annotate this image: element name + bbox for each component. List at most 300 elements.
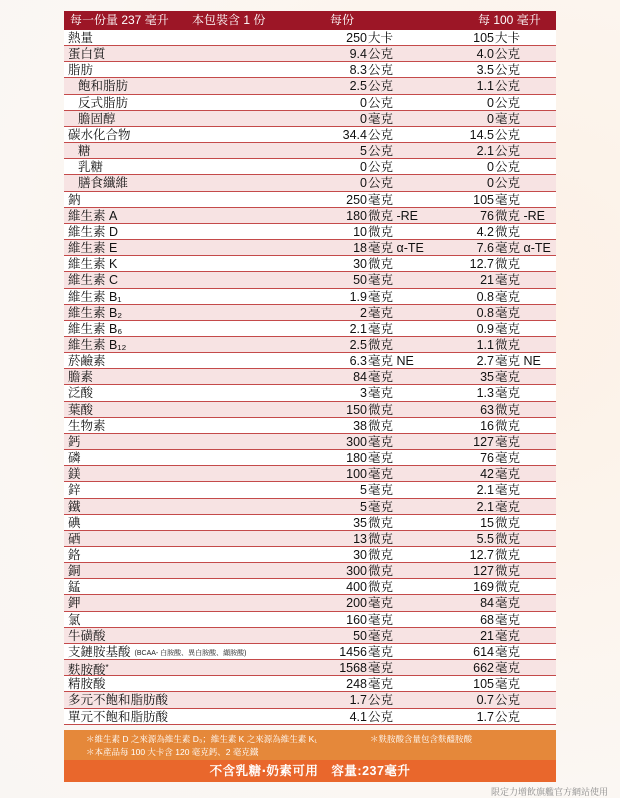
- per-100ml-value: 662: [473, 661, 494, 676]
- nutrient-name-text: 維生素 D: [68, 224, 119, 239]
- table-header: [64, 11, 556, 30]
- per-100ml-unit: 微克: [495, 257, 521, 272]
- per-serving-value: 248: [346, 677, 367, 692]
- nutrient-row: [64, 385, 556, 401]
- nutrient-name-text: 膳食纖維: [78, 176, 129, 191]
- official-site-disclaimer: 限定力增飲旗艦官方網站使用: [490, 787, 608, 797]
- per-serving-value: 84: [353, 370, 367, 385]
- nutrient-name: [68, 628, 106, 644]
- nutrient-name-text: 泛酸: [68, 386, 94, 401]
- nutrient-name-text: 菸鹼素: [68, 354, 106, 369]
- nutrient-name-text: 磷: [68, 451, 81, 466]
- per-100ml-unit: 微克: [495, 564, 521, 579]
- per-100ml-value: 63: [480, 402, 494, 417]
- per-serving-unit: 公克: [368, 127, 394, 142]
- nutrient-name-text: 牛磺酸: [68, 628, 106, 643]
- nutrient-name-text: 蛋白質: [68, 47, 106, 62]
- nutrient-name-text: 維生素 B₁₂: [68, 337, 127, 352]
- per-100ml-value: 1.3: [476, 386, 494, 401]
- per-serving-unit: 毫克: [368, 596, 394, 611]
- per-serving-value: 180: [346, 208, 367, 223]
- per-100ml-unit: 微克: [495, 531, 521, 546]
- nutrient-name-text: 碘: [68, 515, 81, 530]
- nutrient-name: [78, 78, 128, 94]
- nutrient-name-text: 鐵: [68, 499, 81, 514]
- per-100ml-unit: 毫克 NE: [495, 354, 541, 369]
- nutrition-table: [64, 11, 556, 725]
- per-100ml-unit: 公克: [495, 709, 521, 724]
- per-100ml-unit: 毫克: [495, 321, 521, 336]
- per-100ml-unit: 毫克: [495, 192, 521, 207]
- nutrient-name: [68, 402, 93, 418]
- per-100ml-unit: 微克: [495, 515, 521, 530]
- nutrient-row: [64, 660, 556, 676]
- nutrient-row: [64, 30, 556, 46]
- per-serving-value: 18: [353, 241, 367, 256]
- per-serving-value: 50: [353, 273, 367, 288]
- nutrient-name: [68, 450, 81, 466]
- per-serving-value: 0: [360, 160, 367, 175]
- per-100ml-value: 14.5: [469, 127, 494, 142]
- nutrient-row: [64, 353, 556, 369]
- per-serving-unit: 公克: [368, 693, 394, 708]
- nutrient-row: [64, 531, 556, 547]
- per-serving-unit: 毫克: [368, 289, 394, 304]
- per-serving-unit: 微克: [368, 257, 394, 272]
- per-100ml-value: 4.2: [476, 224, 494, 239]
- per-serving-unit: 公克: [368, 709, 394, 724]
- nutrient-row: [64, 78, 556, 94]
- nutrient-row: [64, 676, 556, 692]
- per-100ml-unit: 公克: [495, 144, 521, 159]
- per-serving-value: 180: [346, 451, 367, 466]
- per-serving-unit: 微克: [368, 564, 394, 579]
- nutrient-name-text: 糖: [78, 144, 91, 159]
- per-100ml-unit: 毫克: [495, 661, 521, 676]
- nutrient-name-text: 多元不飽和脂肪酸: [68, 693, 169, 708]
- per-100ml-value: 3.5: [476, 63, 494, 78]
- nutrient-row: [64, 450, 556, 466]
- nutrient-row: [64, 563, 556, 579]
- per-serving-unit: 毫克: [368, 661, 394, 676]
- per-100ml-unit: 毫克: [495, 273, 521, 288]
- nutrient-name: [68, 289, 122, 305]
- nutrient-row: [64, 692, 556, 708]
- nutrient-name: [68, 30, 93, 46]
- per-serving-value: 300: [346, 434, 367, 449]
- per-100ml-value: 0: [487, 95, 494, 110]
- per-100ml-value: 35: [480, 370, 494, 385]
- per-serving-unit: 微克: [368, 531, 394, 546]
- per-serving-unit: 毫克: [368, 644, 394, 659]
- nutrient-name: [68, 499, 81, 515]
- per-serving-unit: 毫克: [368, 370, 394, 385]
- nutrient-name: [78, 175, 128, 191]
- per-serving-value: 2.1: [349, 321, 367, 336]
- nutrient-name: [68, 62, 93, 78]
- per-100ml-value: 68: [480, 612, 494, 627]
- nutrient-row: [64, 644, 556, 660]
- per-serving-value: 2: [360, 305, 367, 320]
- nutrient-row: [64, 159, 556, 175]
- per-serving-unit: 微克: [368, 548, 394, 562]
- per-100ml-unit: 公克: [495, 160, 521, 175]
- nutrient-row: [64, 369, 556, 385]
- per-100ml-unit: 微克: [495, 402, 521, 417]
- nutrient-name: [68, 595, 81, 611]
- nutrient-row: [64, 111, 556, 127]
- per-serving-value: 200: [346, 596, 367, 611]
- per-serving-value: 2.5: [349, 79, 367, 94]
- nutrient-row: [64, 143, 556, 159]
- per-serving-value: 3: [360, 386, 367, 401]
- nutrient-row: [64, 321, 556, 337]
- nutrient-row: [64, 402, 556, 418]
- per-serving-value: 1.7: [349, 693, 367, 708]
- per-serving-unit: 毫克: [368, 305, 394, 320]
- per-serving-value: 8.3: [349, 63, 367, 78]
- per-serving-unit: 微克: [368, 402, 394, 417]
- per-100ml-value: 614: [473, 644, 494, 659]
- per-serving-value: 50: [353, 628, 367, 643]
- footnotes-band: [64, 730, 556, 760]
- per-100ml-value: 2.1: [476, 483, 494, 498]
- lactose-free-volume-banner: 不含乳糖‧奶素可用 容量:237毫升: [64, 760, 556, 782]
- per-100ml-value: 0.9: [476, 321, 494, 336]
- per-serving-value: 5: [360, 483, 367, 498]
- per-serving-unit: 微克: [368, 580, 394, 595]
- nutrient-name-text: 維生素 B₆: [68, 321, 123, 336]
- nutrient-name: [68, 127, 131, 143]
- nutrient-row: [64, 256, 556, 272]
- nutrient-rows: [64, 30, 556, 725]
- nutrient-name-text: 銅: [68, 564, 81, 579]
- nutrient-name-text: 精胺酸: [68, 677, 106, 692]
- per-100ml-unit: 毫克: [495, 451, 521, 466]
- nutrient-row: [64, 62, 556, 78]
- per-serving-unit: 微克: [368, 515, 394, 530]
- nutrient-name: [68, 612, 81, 628]
- per-serving-unit: 毫克: [368, 434, 394, 449]
- nutrient-row: [64, 466, 556, 482]
- nutrient-row: [64, 46, 556, 62]
- per-serving-value: 250: [346, 192, 367, 207]
- per-serving-value: 5: [360, 144, 367, 159]
- per-serving-value: 250: [346, 31, 367, 45]
- nutrient-row: [64, 709, 556, 725]
- nutrient-name-text: 單元不飽和脂肪酸: [68, 709, 169, 724]
- nutrient-row: [64, 579, 556, 595]
- nutrient-row: [64, 272, 556, 288]
- per-serving-value: 10: [353, 224, 367, 239]
- per-serving-unit: 毫克: [368, 628, 394, 643]
- per-100ml-value: 84: [480, 596, 494, 611]
- per-serving-column-header: 每份: [330, 13, 355, 27]
- per-100ml-value: 127: [473, 564, 494, 579]
- per-serving-unit: 毫克: [368, 612, 394, 627]
- per-100ml-value: 105: [473, 31, 494, 45]
- nutrient-row: [64, 628, 556, 644]
- nutrient-row: [64, 95, 556, 111]
- nutrient-name: [68, 224, 118, 240]
- per-100ml-unit: 毫克: [495, 628, 521, 643]
- per-100ml-unit: 毫克: [495, 499, 521, 514]
- per-100ml-unit: 公克: [495, 176, 521, 191]
- per-serving-value: 30: [353, 548, 367, 562]
- nutrient-name: [78, 111, 116, 127]
- per-100ml-unit: 毫克: [495, 483, 521, 498]
- nutrient-name: [68, 272, 118, 288]
- per-100ml-value: 127: [473, 434, 494, 449]
- per-serving-unit: 微克 -RE: [368, 208, 419, 223]
- nutrient-name-text: 鉀: [68, 596, 81, 611]
- per-100ml-value: 21: [480, 628, 494, 643]
- per-serving-unit: 毫克: [368, 386, 394, 401]
- per-serving-value: 34.4: [342, 127, 367, 142]
- servings-per-package-label: 本包裝含 1 份: [192, 13, 266, 27]
- per-100ml-value: 12.7: [469, 548, 494, 562]
- per-serving-unit: 公克: [368, 47, 394, 62]
- per-serving-value: 4.1: [349, 709, 367, 724]
- nutrient-row: [64, 289, 556, 305]
- nutrient-row: [64, 175, 556, 191]
- per-100ml-value: 0: [487, 160, 494, 175]
- per-100ml-unit: 微克: [495, 224, 521, 239]
- nutrient-name-text: 膽固醇: [78, 111, 116, 126]
- per-serving-value: 1.9: [349, 289, 367, 304]
- nutrient-name: [68, 208, 117, 224]
- nutrient-name: [68, 192, 81, 208]
- per-100ml-unit: 毫克: [495, 644, 521, 659]
- per-serving-value: 160: [346, 612, 367, 627]
- per-serving-value: 0: [360, 111, 367, 126]
- nutrient-name-text: 鋅: [68, 483, 81, 498]
- per-serving-unit: 公克: [368, 95, 394, 110]
- per-serving-unit: 毫克: [368, 483, 394, 498]
- nutrient-name-text: 碳水化合物: [68, 127, 131, 142]
- nutrient-name: [68, 709, 168, 725]
- nutrient-name: [68, 563, 81, 579]
- nutrient-row: [64, 482, 556, 498]
- nutrient-name-text: 硒: [68, 531, 81, 546]
- per-100ml-value: 15: [480, 515, 494, 530]
- nutrient-name: [68, 692, 168, 708]
- nutrient-row: [64, 499, 556, 515]
- per-100ml-value: 0.8: [476, 305, 494, 320]
- nutrient-name: [68, 369, 93, 385]
- per-serving-value: 35: [353, 515, 367, 530]
- per-serving-unit: 毫克: [368, 321, 394, 336]
- per-serving-unit: 毫克: [368, 499, 394, 514]
- per-100ml-value: 12.7: [469, 257, 494, 272]
- per-serving-value: 100: [346, 467, 367, 482]
- per-100ml-value: 4.0: [476, 47, 494, 62]
- per-serving-unit: 公克: [368, 160, 394, 175]
- nutrient-name: [68, 531, 81, 547]
- per-serving-value: 13: [353, 531, 367, 546]
- nutrient-row: [64, 547, 556, 563]
- nutrient-name: [68, 676, 106, 692]
- per-serving-unit: 公克: [368, 144, 394, 159]
- per-100ml-value: 21: [480, 273, 494, 288]
- nutrient-name: [78, 95, 128, 111]
- per-100ml-unit: 公克: [495, 63, 521, 78]
- nutrient-name: [68, 256, 117, 272]
- per-100ml-unit: 毫克: [495, 677, 521, 692]
- nutrient-name-text: 鉻: [68, 548, 81, 562]
- per-serving-value: 38: [353, 418, 367, 433]
- nutrient-name-text: 鈉: [68, 192, 81, 207]
- nutrient-name: [68, 434, 81, 450]
- nutrient-name-text: 熱量: [68, 31, 94, 45]
- nutrient-name-text: 膽素: [68, 370, 94, 385]
- nutrient-row: [64, 305, 556, 321]
- per-100ml-value: 169: [473, 580, 494, 595]
- nutrient-name-text: 葉酸: [68, 402, 94, 417]
- per-serving-unit: 公克: [368, 63, 394, 78]
- per-serving-value: 5: [360, 499, 367, 514]
- nutrient-row: [64, 595, 556, 611]
- per-serving-value: 400: [346, 580, 367, 595]
- nutrient-name: [78, 159, 103, 175]
- per-serving-unit: 毫克 α-TE: [368, 241, 424, 256]
- nutrient-name-text: 生物素: [68, 418, 106, 433]
- nutrient-row: [64, 515, 556, 531]
- per-100ml-value: 16: [480, 418, 494, 433]
- per-serving-value: 1456: [339, 644, 367, 659]
- per-100ml-value: 105: [473, 192, 494, 207]
- nutrient-name: [68, 337, 126, 353]
- per-serving-value: 6.3: [349, 354, 367, 369]
- nutrient-name: [68, 579, 81, 595]
- nutrient-name-text: 維生素 B₂: [68, 305, 123, 320]
- nutrient-name-text: 鈣: [68, 434, 81, 449]
- nutrient-name: [68, 353, 106, 369]
- per-100ml-value: 7.6: [476, 241, 494, 256]
- nutrient-name: [68, 305, 122, 321]
- per-serving-unit: 毫克: [368, 192, 394, 207]
- per-100ml-unit: 毫克: [495, 612, 521, 627]
- per-100ml-unit: 公克: [495, 79, 521, 94]
- per-100ml-unit: 毫克: [495, 434, 521, 449]
- per-100ml-value: 105: [473, 677, 494, 692]
- asterisk-mark: *: [105, 663, 109, 673]
- per-100ml-unit: 公克: [495, 47, 521, 62]
- per-100ml-value: 2.7: [476, 354, 494, 369]
- per-100ml-unit: 微克: [495, 418, 521, 433]
- nutrient-name: [68, 482, 81, 498]
- nutrient-name-text: 錳: [68, 580, 81, 595]
- per-serving-unit: 微克: [368, 337, 394, 352]
- nutrient-name-text: 維生素 K: [68, 257, 118, 272]
- footnote-glutamine: ＊麩胺酸含量包含麩醯胺酸: [370, 734, 473, 744]
- nutrient-row: [64, 240, 556, 256]
- per-serving-unit: 公克: [368, 79, 394, 94]
- per-serving-value: 150: [346, 402, 367, 417]
- per-100ml-value: 2.1: [476, 144, 494, 159]
- per-100ml-unit: 微克 -RE: [495, 208, 546, 223]
- per-serving-unit: 毫克 NE: [368, 354, 414, 369]
- per-100ml-value: 0: [487, 176, 494, 191]
- nutrient-name: [68, 240, 117, 256]
- per-100ml-unit: 毫克: [495, 370, 521, 385]
- nutrient-name: [68, 321, 122, 337]
- per-serving-unit: 毫克: [368, 467, 394, 482]
- per-serving-value: 1568: [339, 661, 367, 676]
- per-100ml-column-header: 每 100 毫升: [478, 13, 541, 27]
- per-100ml-value: 76: [480, 208, 494, 223]
- per-100ml-unit: 微克: [495, 548, 521, 562]
- per-100ml-unit: 毫克: [495, 386, 521, 401]
- nutrient-name: [68, 46, 106, 62]
- per-serving-unit: 毫克: [368, 273, 394, 288]
- nutrient-name: [68, 418, 106, 434]
- per-100ml-value: 5.5: [476, 531, 494, 546]
- nutrient-row: [64, 434, 556, 450]
- nutrient-name: [68, 466, 81, 482]
- footnote-calcium-iron: ＊本產品每 100 大卡含 120 毫克鈣、2 毫克鐵: [86, 747, 259, 757]
- per-100ml-unit: 大卡: [495, 31, 521, 45]
- per-100ml-unit: 毫克: [495, 289, 521, 304]
- nutrient-name-text: 維生素 C: [68, 273, 119, 288]
- nutrient-row: [64, 612, 556, 628]
- per-100ml-value: 0.7: [476, 693, 494, 708]
- bcaa-note: (BCAA- 白胺酸、異白胺酸、纈胺酸): [134, 649, 247, 657]
- nutrient-name-text: 維生素 B₁: [68, 289, 122, 304]
- nutrient-name-text: 脂肪: [68, 63, 94, 78]
- nutrient-row: [64, 418, 556, 434]
- nutrient-row: [64, 192, 556, 208]
- per-100ml-value: 0.8: [476, 289, 494, 304]
- nutrient-name: [68, 547, 81, 563]
- per-serving-unit: 毫克: [368, 451, 394, 466]
- per-100ml-unit: 毫克: [495, 596, 521, 611]
- per-serving-unit: 大卡: [368, 31, 394, 45]
- per-serving-value: 2.5: [349, 337, 367, 352]
- nutrient-row: [64, 224, 556, 240]
- per-serving-value: 9.4: [349, 47, 367, 62]
- nutrient-name-text: 氯: [68, 612, 81, 627]
- nutrient-name-text: 反式脂肪: [78, 95, 129, 110]
- per-100ml-unit: 微克: [495, 337, 521, 352]
- per-100ml-unit: 毫克: [495, 467, 521, 482]
- serving-size-label: 每一份量 237 毫升: [70, 13, 169, 27]
- per-serving-value: 30: [353, 257, 367, 272]
- per-serving-unit: 公克: [368, 176, 394, 191]
- per-100ml-unit: 毫克: [495, 111, 521, 126]
- nutrient-name-text: 維生素 A: [68, 208, 118, 223]
- per-serving-value: 0: [360, 176, 367, 191]
- per-serving-value: 300: [346, 564, 367, 579]
- per-100ml-value: 1.1: [476, 79, 494, 94]
- nutrient-name: [68, 515, 81, 531]
- per-serving-unit: 微克: [368, 224, 394, 239]
- nutrient-name-text: 維生素 E: [68, 241, 118, 256]
- per-100ml-unit: 毫克: [495, 305, 521, 320]
- footnote-vitamin-source: ＊維生素 D 之來源為維生素 D₃；維生素 K 之來源為維生素 K₁: [86, 734, 318, 744]
- per-serving-unit: 毫克: [368, 111, 394, 126]
- per-100ml-value: 76: [480, 451, 494, 466]
- per-100ml-unit: 毫克 α-TE: [495, 241, 551, 256]
- per-100ml-unit: 公克: [495, 95, 521, 110]
- nutrient-name-text: 乳糖: [78, 160, 104, 175]
- nutrient-name: [68, 385, 93, 401]
- per-serving-unit: 微克: [368, 418, 394, 433]
- per-100ml-value: 0: [487, 111, 494, 126]
- nutrient-row: [64, 337, 556, 353]
- nutrient-row: [64, 208, 556, 224]
- per-serving-unit: 毫克: [368, 677, 394, 692]
